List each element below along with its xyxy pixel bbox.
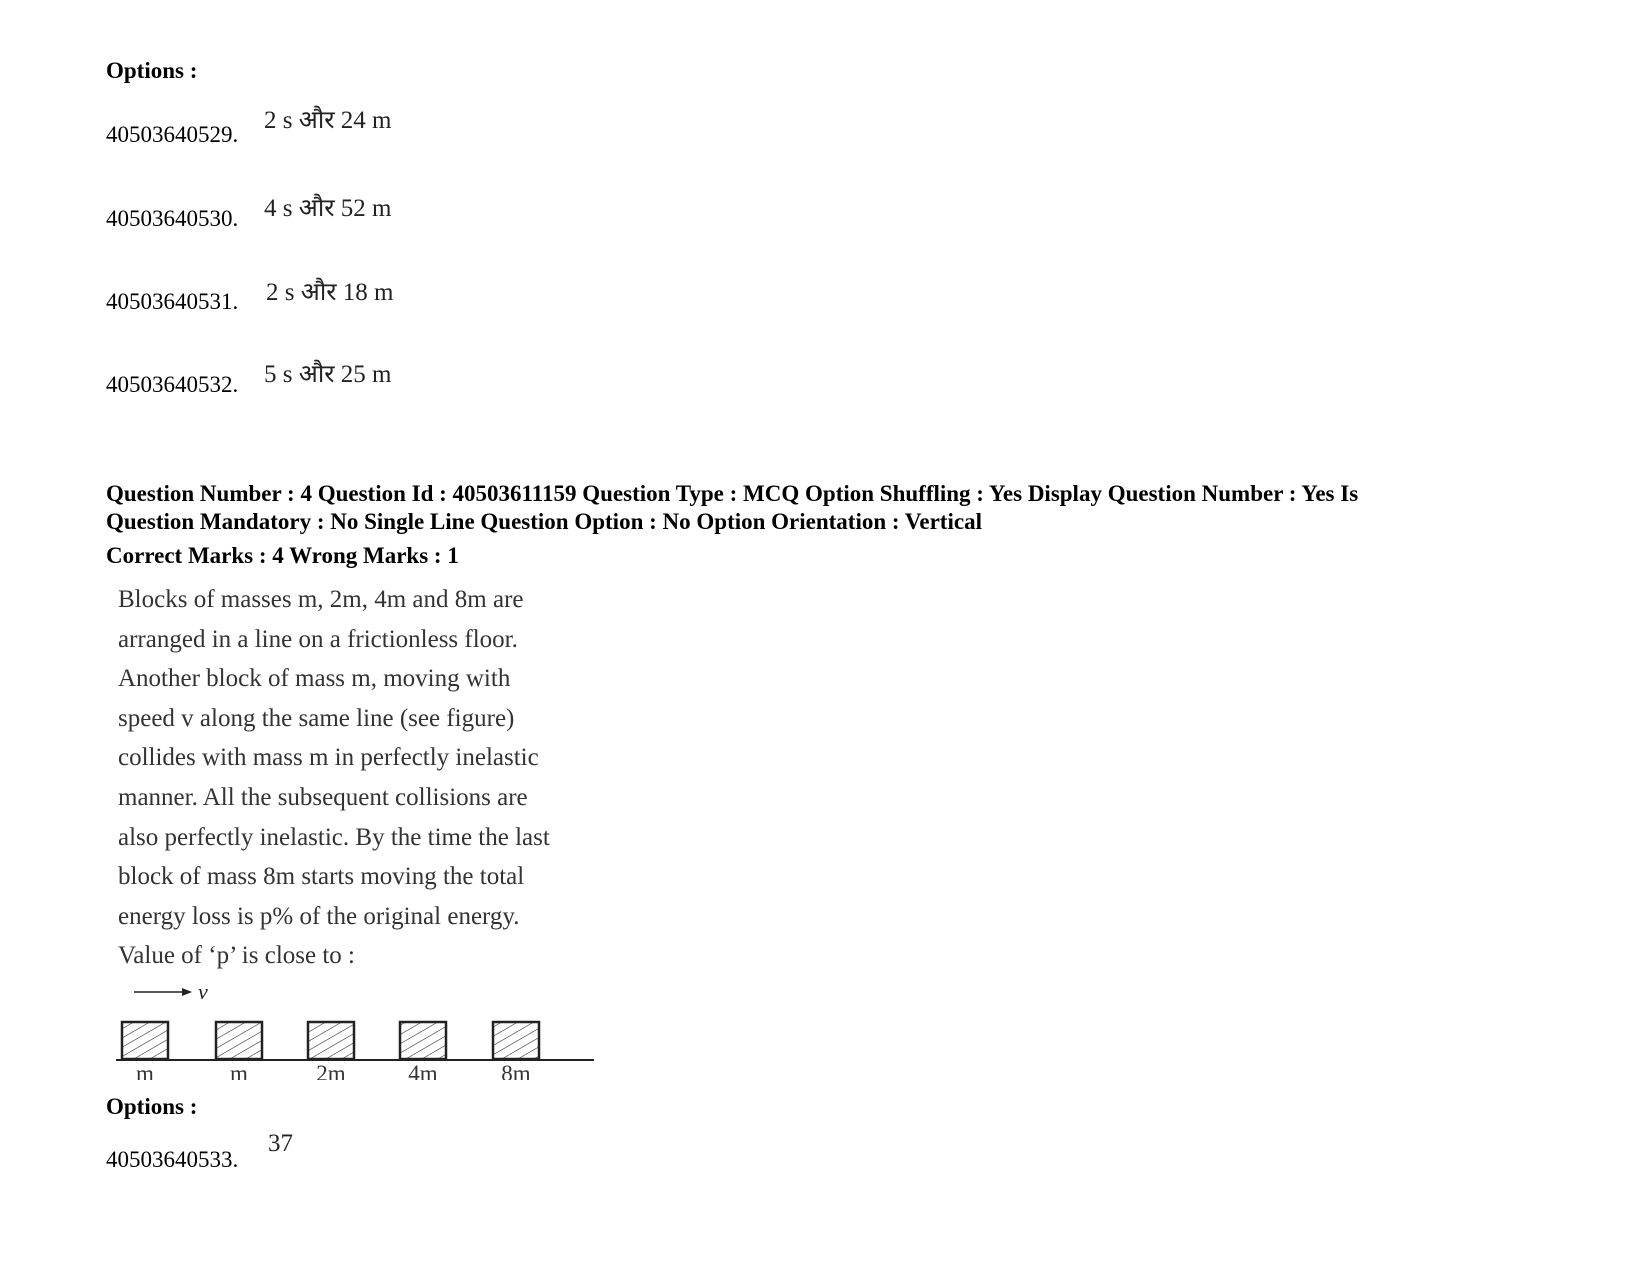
block-label: 8m bbox=[501, 1061, 531, 1080]
option-id: 40503640530. bbox=[106, 206, 239, 231]
question-text-line: Value of ‘p’ is close to : bbox=[118, 942, 355, 970]
block bbox=[400, 1022, 446, 1059]
question-meta-line-2: Question Mandatory : No Single Line Question Option : No Option Orientation : Vertical bbox=[106, 509, 982, 534]
options-label-top: Options : bbox=[106, 58, 198, 83]
question-marks: Correct Marks : 4 Wrong Marks : 1 bbox=[106, 543, 459, 568]
question-text-line: energy loss is p% of the original energy. bbox=[118, 902, 520, 930]
arrow-head-icon bbox=[182, 988, 192, 996]
option-text: 5 s और 25 m bbox=[264, 361, 392, 388]
block bbox=[493, 1022, 539, 1059]
question-text bbox=[118, 580, 618, 976]
block-label: 4m bbox=[408, 1061, 438, 1080]
question-text-line: Blocks of masses m, 2m, 4m and 8m are bbox=[118, 586, 524, 613]
question-text-line: speed v along the same line (see figure) bbox=[118, 704, 515, 732]
question-text-line: also perfectly inelastic. By the time the last bbox=[118, 823, 550, 851]
option-text: 2 s और 18 m bbox=[266, 279, 394, 306]
block-label: 2m bbox=[316, 1061, 346, 1080]
option-id: 40503640531. bbox=[106, 289, 239, 314]
question-text-line: Another block of mass m, moving with bbox=[118, 665, 511, 693]
option-text: 4 s और 52 m bbox=[264, 195, 392, 222]
option-text: 37 bbox=[268, 1130, 293, 1157]
question-meta-line-1: Question Number : 4 Question Id : 40503611159 Question Type : MCQ Option Shuffling : Yes Display Question Number : Yes Is bbox=[106, 481, 1359, 506]
block-label: m bbox=[230, 1061, 248, 1080]
option-id: 40503640532. bbox=[106, 372, 239, 397]
block bbox=[308, 1022, 354, 1059]
question-text-line: manner. All the subsequent collisions are bbox=[118, 783, 528, 811]
block bbox=[122, 1022, 168, 1059]
block bbox=[216, 1022, 262, 1059]
option-id: 40503640533. bbox=[106, 1147, 239, 1172]
option-text: 2 s और 24 m bbox=[264, 107, 392, 134]
collision-figure bbox=[110, 980, 610, 1080]
option-id: 40503640529. bbox=[106, 122, 239, 147]
question-text-line: block of mass 8m starts moving the total bbox=[118, 863, 525, 891]
options-label-bottom: Options : bbox=[106, 1094, 198, 1119]
velocity-label: v bbox=[198, 980, 208, 1004]
question-text-line: collides with mass m in perfectly inelastic bbox=[118, 744, 539, 772]
block-label: m bbox=[136, 1061, 154, 1080]
question-text-line: arranged in a line on a frictionless floor. bbox=[118, 625, 518, 653]
